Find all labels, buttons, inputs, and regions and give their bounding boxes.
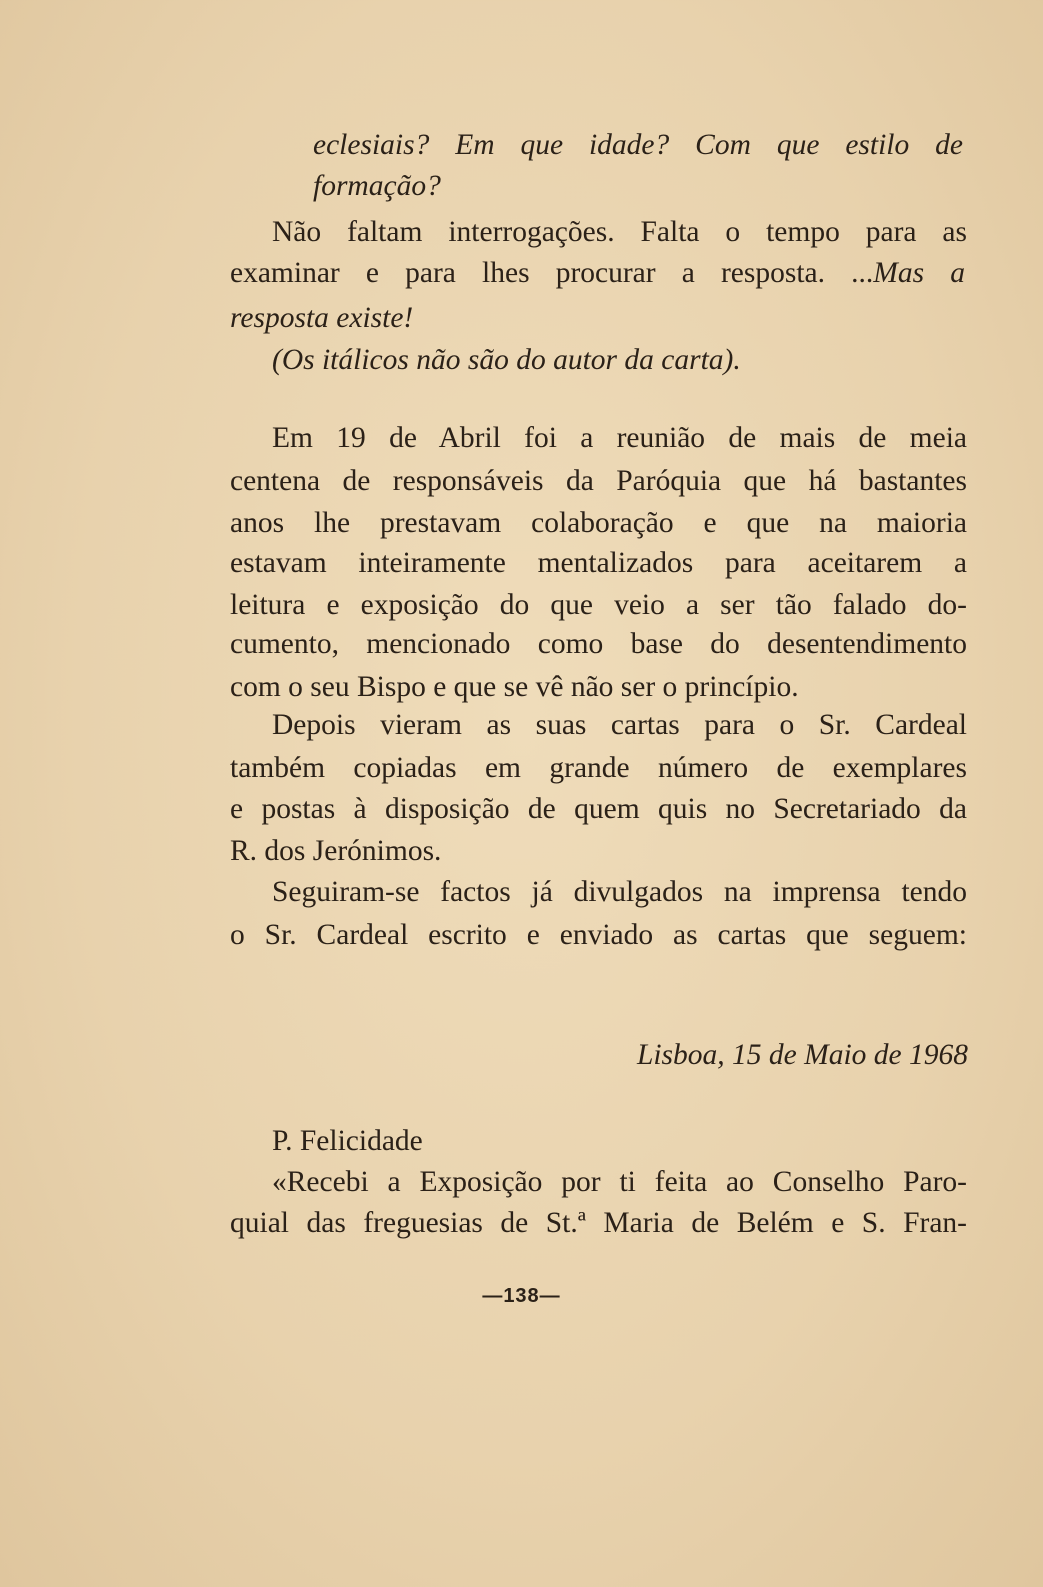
text-line: e postas à disposição de quem quis no Secretariado da	[230, 793, 967, 825]
text-line: centena de responsáveis da Paróquia que há bastantes	[230, 465, 967, 497]
text-line: cumento, mencionado como base do desentendimento	[230, 628, 967, 660]
text-line: o Sr. Cardeal escrito e enviado as cartas que seguem:	[230, 919, 967, 951]
text-line: Em 19 de Abril foi a reunião de mais de meia	[272, 422, 967, 454]
text-line: quial das freguesias de St.ª Maria de Belém e S. Fran-	[230, 1207, 967, 1239]
text-line: Depois vieram as suas cartas para o Sr. Cardeal	[272, 709, 967, 741]
text-line: também copiadas em grande número de exemplares	[230, 752, 967, 784]
italic-segment: Mas a	[873, 257, 965, 289]
text-line	[230, 253, 965, 293]
text-line: Seguiram-se factos já divulgados na imprensa tendo	[272, 876, 967, 908]
text-line: formação?	[313, 170, 441, 202]
text-segment: examinar e para lhes procurar a resposta. ...	[230, 257, 874, 289]
page-number: —138—	[482, 1285, 561, 1307]
dateline: Lisboa, 15 de Maio de 1968	[636, 1039, 968, 1071]
text-line: com o seu Bispo e que se vê não ser o princípio.	[230, 671, 799, 703]
text-line: anos lhe prestavam colaboração e que na maioria	[230, 507, 967, 539]
text-line: eclesiais? Em que idade? Com que estilo de	[313, 129, 963, 161]
text-line: R. dos Jerónimos.	[230, 835, 442, 867]
text-line: resposta existe!	[230, 302, 414, 334]
text-line: «Recebi a Exposição por ti feita ao Conselho Paro-	[272, 1166, 967, 1198]
text-line: (Os itálicos não são do autor da carta).	[272, 344, 741, 376]
text-line: estavam inteiramente mentalizados para aceitarem a	[230, 547, 967, 579]
text-line: leitura e exposição do que veio a ser tão falado do-	[230, 589, 967, 621]
text-line: Não faltam interrogações. Falta o tempo para as	[272, 216, 967, 248]
salutation: P. Felicidade	[272, 1125, 423, 1157]
